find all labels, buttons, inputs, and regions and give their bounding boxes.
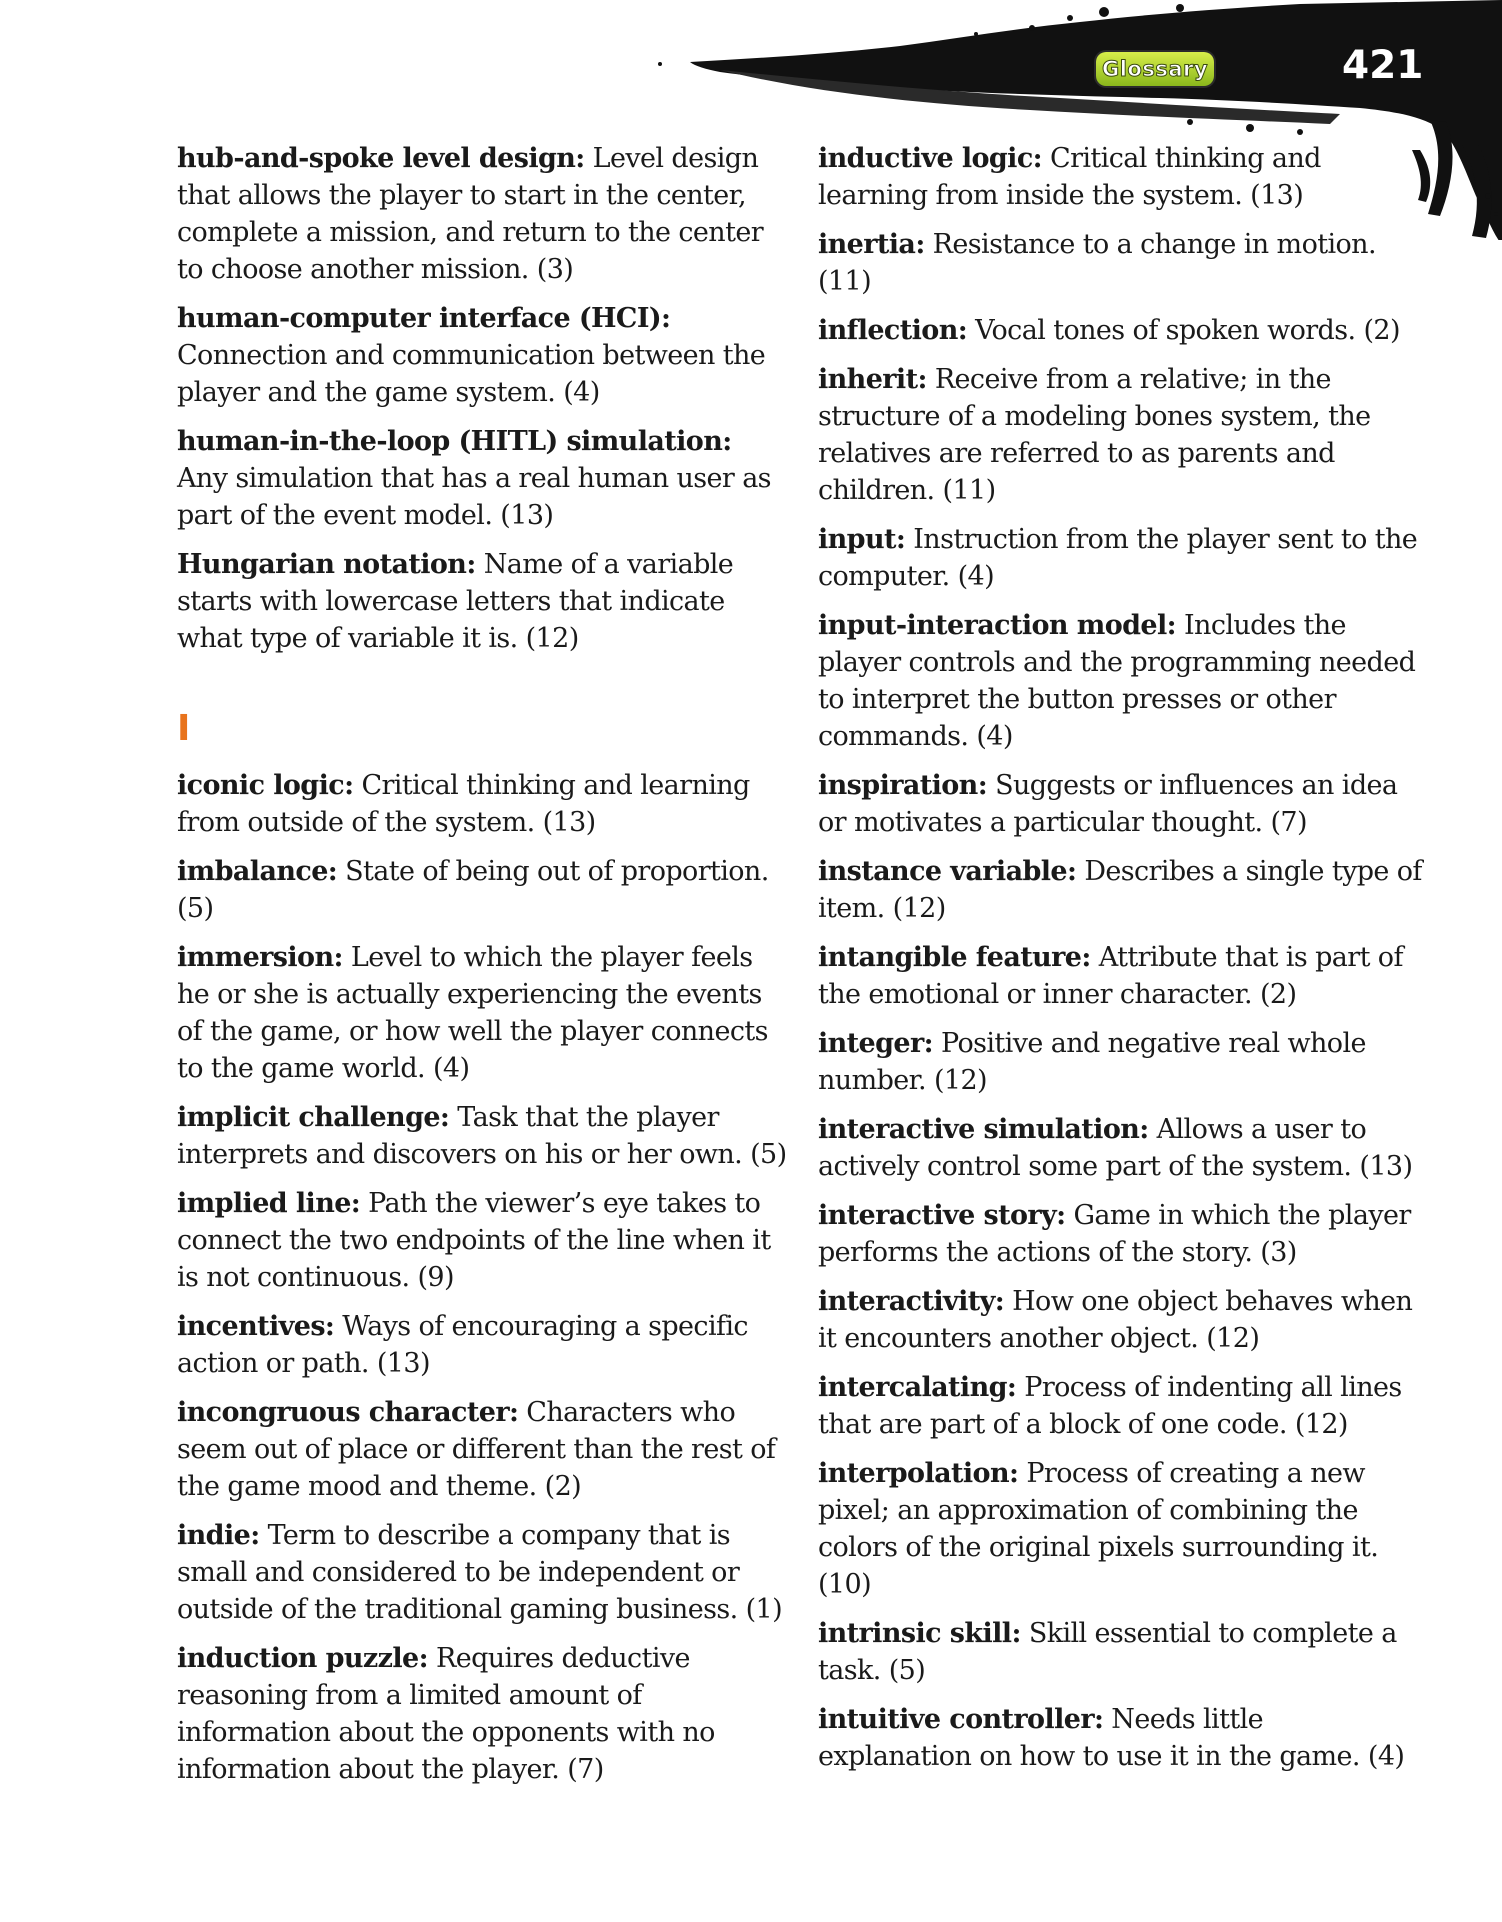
glossary-entry <box>818 1369 1422 1443</box>
glossary-term: inductive logic: <box>818 143 1043 174</box>
glossary-term: implied line: <box>177 1188 361 1219</box>
glossary-term: inflection: <box>818 315 968 346</box>
glossary-term: instance variable: <box>818 856 1077 887</box>
glossary-term: human-computer interface (HCI): <box>177 303 671 334</box>
glossary-entry <box>177 140 789 288</box>
glossary-definition: State of being out of proportion. (5) <box>177 856 769 924</box>
glossary-entry <box>818 1283 1422 1357</box>
section-label-badge: Glossary <box>1096 52 1214 86</box>
glossary-entry <box>177 939 789 1087</box>
glossary-term: intuitive controller: <box>818 1704 1104 1735</box>
glossary-term: human-in-the-loop (HITL) simulation: <box>177 426 732 457</box>
glossary-entry <box>818 1455 1422 1603</box>
glossary-term: interactive story: <box>818 1200 1066 1231</box>
glossary-entry <box>177 1394 789 1505</box>
glossary-entry <box>177 767 789 841</box>
glossary-term: inspiration: <box>818 770 988 801</box>
glossary-definition: Any simulation that has a real human user as part of the event model. (13) <box>177 463 771 531</box>
glossary-term: implicit challenge: <box>177 1102 450 1133</box>
glossary-definition: Suggests or influences an idea or motivates a particular thought. (7) <box>818 770 1398 838</box>
glossary-entry <box>818 607 1422 755</box>
glossary-entry <box>818 312 1422 349</box>
glossary-term: incongruous character: <box>177 1397 519 1428</box>
glossary-term: integer: <box>818 1028 933 1059</box>
glossary-term: induction puzzle: <box>177 1643 428 1674</box>
glossary-definition: Describes a single type of item. (12) <box>818 856 1422 924</box>
glossary-definition: Term to describe a company that is small and considered to be independent or outside of the traditional gaming business. (1) <box>177 1520 783 1625</box>
entries-i-section-left <box>177 767 789 1788</box>
glossary-entry <box>177 1640 789 1788</box>
glossary-entry <box>818 1025 1422 1099</box>
glossary-left-column <box>177 140 789 1800</box>
glossary-term: inherit: <box>818 364 927 395</box>
glossary-definition: Includes the player controls and the programming needed to interpret the button presses or other commands. (4) <box>818 610 1416 752</box>
glossary-term: hub-and-spoke level design: <box>177 143 585 174</box>
glossary-entry <box>818 226 1422 300</box>
glossary-term: intercalating: <box>818 1372 1017 1403</box>
entries-i-section-right <box>818 140 1422 1775</box>
glossary-term: indie: <box>177 1520 260 1551</box>
glossary-definition: Needs little explanation on how to use it in the game. (4) <box>818 1704 1405 1772</box>
glossary-entry <box>818 939 1422 1013</box>
glossary-term: imbalance: <box>177 856 338 887</box>
glossary-entry <box>818 1111 1422 1185</box>
glossary-term: input: <box>818 524 906 555</box>
glossary-definition: Skill essential to complete a task. (5) <box>818 1618 1397 1686</box>
glossary-term: interactivity: <box>818 1286 1005 1317</box>
glossary-entry <box>818 1615 1422 1689</box>
glossary-definition: Ways of encouraging a specific action or path. (13) <box>177 1311 748 1379</box>
glossary-definition: Level design that allows the player to start in the center, complete a mission, and return to the center to choose another mission. (3) <box>177 143 764 285</box>
glossary-definition: How one object behaves when it encounters another object. (12) <box>818 1286 1413 1354</box>
glossary-entry <box>177 853 789 927</box>
glossary-term: incentives: <box>177 1311 335 1342</box>
glossary-entry <box>818 767 1422 841</box>
glossary-entry <box>818 361 1422 509</box>
glossary-definition: Level to which the player feels he or she is actually experiencing the events of the game, or how well the player connects to the game world. (4) <box>177 942 768 1084</box>
glossary-definition: Critical thinking and learning from inside the system. (13) <box>818 143 1321 211</box>
glossary-term: inertia: <box>818 229 925 260</box>
glossary-entry <box>818 853 1422 927</box>
glossary-definition: Process of creating a new pixel; an approximation of combining the colors of the original pixels surrounding it. (10) <box>818 1458 1379 1600</box>
glossary-definition: Characters who seem out of place or different than the rest of the game mood and theme. (2) <box>177 1397 776 1502</box>
glossary-entry <box>177 423 789 534</box>
glossary-definition: Requires deductive reasoning from a limited amount of information about the opponents with no information about the player. (7) <box>177 1643 715 1785</box>
glossary-term: interpolation: <box>818 1458 1019 1489</box>
glossary-definition: Process of indenting all lines that are part of a block of one code. (12) <box>818 1372 1402 1440</box>
glossary-term: intrinsic skill: <box>818 1618 1021 1649</box>
glossary-term: intangible feature: <box>818 942 1091 973</box>
glossary-definition: Vocal tones of spoken words. (2) <box>975 315 1400 346</box>
glossary-entry <box>818 140 1422 214</box>
glossary-definition: Allows a user to actively control some part of the system. (13) <box>818 1114 1413 1182</box>
glossary-definition: Resistance to a change in motion. (11) <box>818 229 1376 297</box>
glossary-definition: Positive and negative real whole number. (12) <box>818 1028 1366 1096</box>
glossary-entry <box>177 1517 789 1628</box>
glossary-term: immersion: <box>177 942 343 973</box>
glossary-definition: Path the viewer’s eye takes to connect the two endpoints of the line when it is not continuous. (9) <box>177 1188 771 1293</box>
page-number: 421 <box>1342 43 1424 88</box>
glossary-definition: Name of a variable starts with lowercase letters that indicate what type of variable it is. (12) <box>177 549 734 654</box>
glossary-definition: Game in which the player performs the actions of the story. (3) <box>818 1200 1411 1268</box>
glossary-entry <box>818 1197 1422 1271</box>
glossary-entry <box>177 1308 789 1382</box>
glossary-definition: Instruction from the player sent to the computer. (4) <box>818 524 1418 592</box>
glossary-term: Hungarian notation: <box>177 549 476 580</box>
glossary-entry <box>177 1185 789 1296</box>
glossary-entry <box>818 1701 1422 1775</box>
glossary-right-column <box>818 140 1422 1787</box>
glossary-term: iconic logic: <box>177 770 354 801</box>
glossary-term: input-interaction model: <box>818 610 1176 641</box>
glossary-definition: Connection and communication between the player and the game system. (4) <box>177 340 766 408</box>
glossary-definition: Receive from a relative; in the structure of a modeling bones system, the relatives are referred to as parents and children. (11) <box>818 364 1371 506</box>
entries-h-section <box>177 140 789 657</box>
glossary-definition: Critical thinking and learning from outside of the system. (13) <box>177 770 750 838</box>
glossary-entry <box>177 1099 789 1173</box>
glossary-term: interactive simulation: <box>818 1114 1149 1145</box>
glossary-entry <box>177 300 789 411</box>
glossary-entry <box>177 546 789 657</box>
letter-heading: I <box>177 708 191 749</box>
glossary-definition: Task that the player interprets and discovers on his or her own. (5) <box>177 1102 787 1170</box>
glossary-entry <box>818 521 1422 595</box>
glossary-definition: Attribute that is part of the emotional or inner character. (2) <box>818 942 1403 1010</box>
